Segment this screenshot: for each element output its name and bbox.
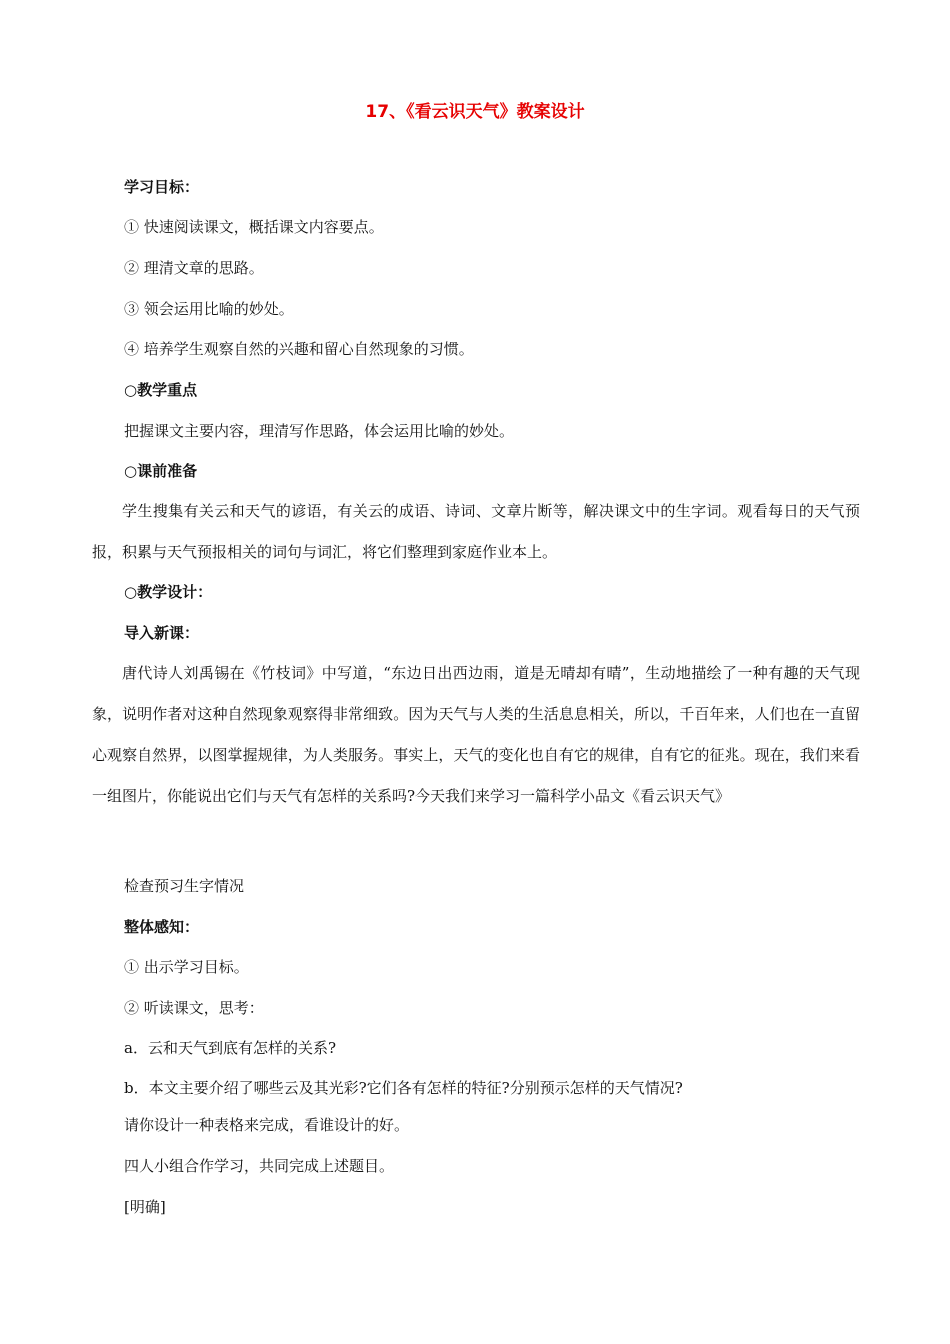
preparation-text: 学生搜集有关云和天气的谚语，有关云的成语、诗词、文章片断等，解决课文中的生字词。观看每日的天气预报，积累与天气预报相关的词句与词汇，将它们整理到家庭作业本上。 [92, 502, 860, 561]
intro-heading: 导入新课： [124, 624, 200, 642]
preview-check-text: 检查预习生字情况 [124, 877, 245, 895]
question-a: a．云和天气到底有怎样的关系? [124, 1039, 336, 1057]
objective-item-3: ③ 领会运用比喻的妙处。 [124, 300, 294, 318]
objective-item-4: ④ 培养学生观察自然的兴趣和留心自然现象的习惯。 [124, 340, 474, 358]
design-heading: ○教学设计： [124, 583, 213, 601]
step-item-1: ① 出示学习目标。 [124, 958, 249, 976]
step-item-2: ② 听读课文，思考： [124, 999, 264, 1017]
objective-item-1: ① 快速阅读课文，概括课文内容要点。 [124, 218, 384, 236]
objective-item-2: ② 理清文章的思路。 [124, 259, 264, 277]
group-task-text: 四人小组合作学习，共同完成上述题目。 [124, 1157, 395, 1175]
clarify-label: [明确] [124, 1198, 166, 1216]
objectives-heading: 学习目标： [124, 178, 200, 196]
perception-heading: 整体感知： [124, 918, 200, 936]
document-title: 17、《看云识天气》教案设计 [365, 102, 585, 122]
table-task-text: 请你设计一种表格来完成，看谁设计的好。 [124, 1116, 410, 1134]
key-points-text: 把握课文主要内容，理清写作思路，体会运用比喻的妙处。 [124, 422, 515, 440]
preparation-heading: ○课前准备 [124, 462, 198, 480]
key-points-heading: ○教学重点 [124, 381, 198, 399]
intro-text: 唐代诗人刘禹锡在《竹枝词》中写道，“东边日出西边雨，道是无晴却有晴”，生动地描绘了一种有趣的天气现象，说明作者对这种自然现象观察得非常细致。因为天气与人类的生活息息相关，所以，千百年来，人们也在一直留心观察自然界，以图掌握规律，为人类服务。事实上，天气的变化也自有它的规律，自有它的征兆。现在，我们来看一组图片，你能说出它们与天气有怎样的关系吗?今天我们来学习一篇科学小品文《看云识天气》 [92, 664, 860, 805]
question-b: b．本文主要介绍了哪些云及其光彩?它们各有怎样的特征?分别预示怎样的天气情况? [124, 1079, 683, 1097]
